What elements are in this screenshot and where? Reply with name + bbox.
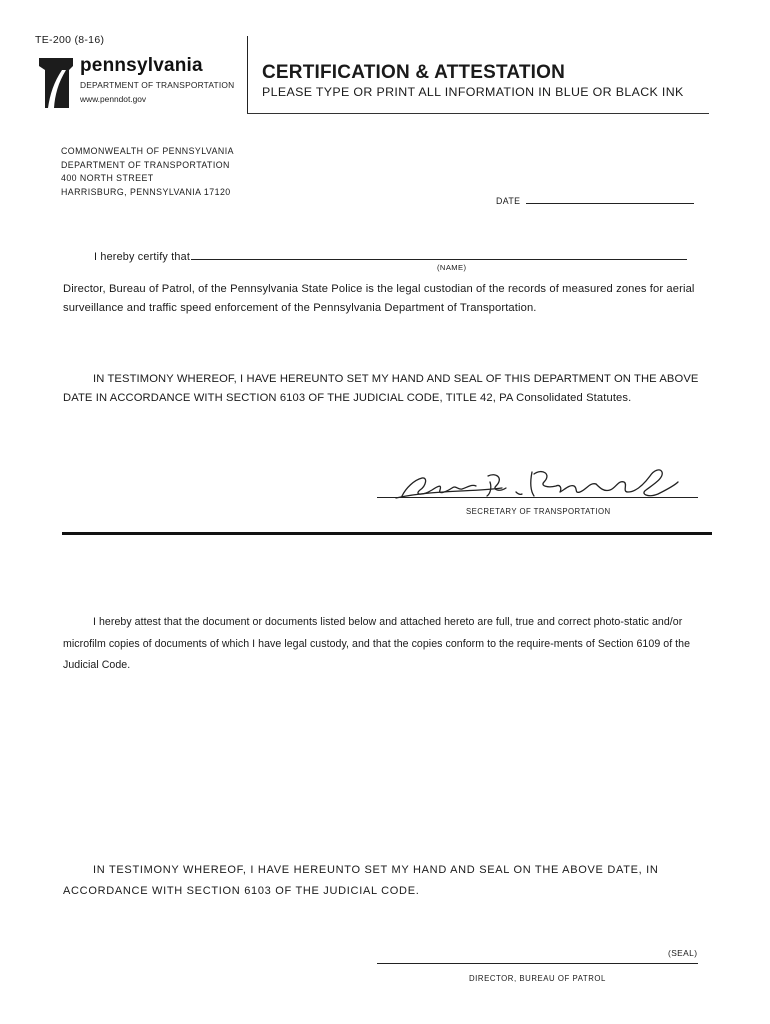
date-label: DATE <box>496 196 521 206</box>
testimony-text: IN TESTIMONY WHEREOF, I HAVE HEREUNTO SET MY HAND AND SEAL OF THIS DEPARTMENT ON THE ABOVE DATE IN ACCORDANCE WITH SECTION 6103 OF THE JUDICIAL CODE, TITLE 42, PA Consolidated Statutes. <box>63 373 699 404</box>
certify-lead: I hereby certify that <box>94 251 191 263</box>
penndot-logo <box>36 55 236 111</box>
director-caption: DIRECTOR, BUREAU OF PATROL <box>469 974 606 983</box>
form-instructions: PLEASE TYPE OR PRINT ALL INFORMATION IN BLUE OR BLACK INK <box>262 85 684 99</box>
certify-line <box>94 249 687 263</box>
logo-url: www.penndot.gov <box>80 94 147 104</box>
date-input[interactable] <box>526 194 694 204</box>
date-field <box>496 194 694 206</box>
certification-body: Director, Bureau of Patrol, of the Pennsylvania State Police is the legal custodian of the records of measured zones for aerial surveillance and traffic speed enforcement of the Pennsylvania Department of Transportation. <box>63 283 695 314</box>
director-signature-line[interactable] <box>377 963 698 964</box>
address-line: DEPARTMENT OF TRANSPORTATION <box>61 159 230 170</box>
secretary-signature-line <box>377 497 698 498</box>
name-input[interactable] <box>191 249 687 260</box>
attestation-body <box>63 612 713 677</box>
form-number: TE-200 (8-16) <box>35 34 105 46</box>
attestation-text: I hereby attest that the document or documents listed below and attached hereto are full, true and correct photo-static and/or microfilm copies of documents of which I have legal custody, and that the copies conform to the require-ments of Section 6109 of the Judicial Code. <box>63 616 691 671</box>
logo-department: DEPARTMENT OF TRANSPORTATION <box>80 80 235 90</box>
keystone-logo-icon <box>36 56 76 110</box>
attestation-testimony-text: IN TESTIMONY WHEREOF, I HAVE HEREUNTO SET MY HAND AND SEAL ON THE ABOVE DATE, IN ACCORDANCE WITH SECTION 6103 OF THE JUDICIAL CODE. <box>63 864 659 897</box>
section-divider <box>62 532 712 535</box>
secretary-caption: SECRETARY OF TRANSPORTATION <box>466 507 611 516</box>
address-line: HARRISBURG, PENNSYLVANIA 17120 <box>61 186 231 197</box>
attestation-testimony <box>63 860 713 902</box>
form-title: CERTIFICATION & ATTESTATION <box>262 62 566 83</box>
logo-wordmark: pennsylvania <box>80 55 203 76</box>
certification-testimony <box>63 370 713 408</box>
address-line: 400 NORTH STREET <box>61 173 154 183</box>
agency-address <box>61 145 234 199</box>
header-divider-horizontal <box>247 113 709 114</box>
name-caption: (NAME) <box>437 263 467 272</box>
address-line: COMMONWEALTH OF PENNSYLVANIA <box>61 146 234 156</box>
header-divider-vertical <box>247 36 248 114</box>
seal-label: (SEAL) <box>668 948 698 958</box>
